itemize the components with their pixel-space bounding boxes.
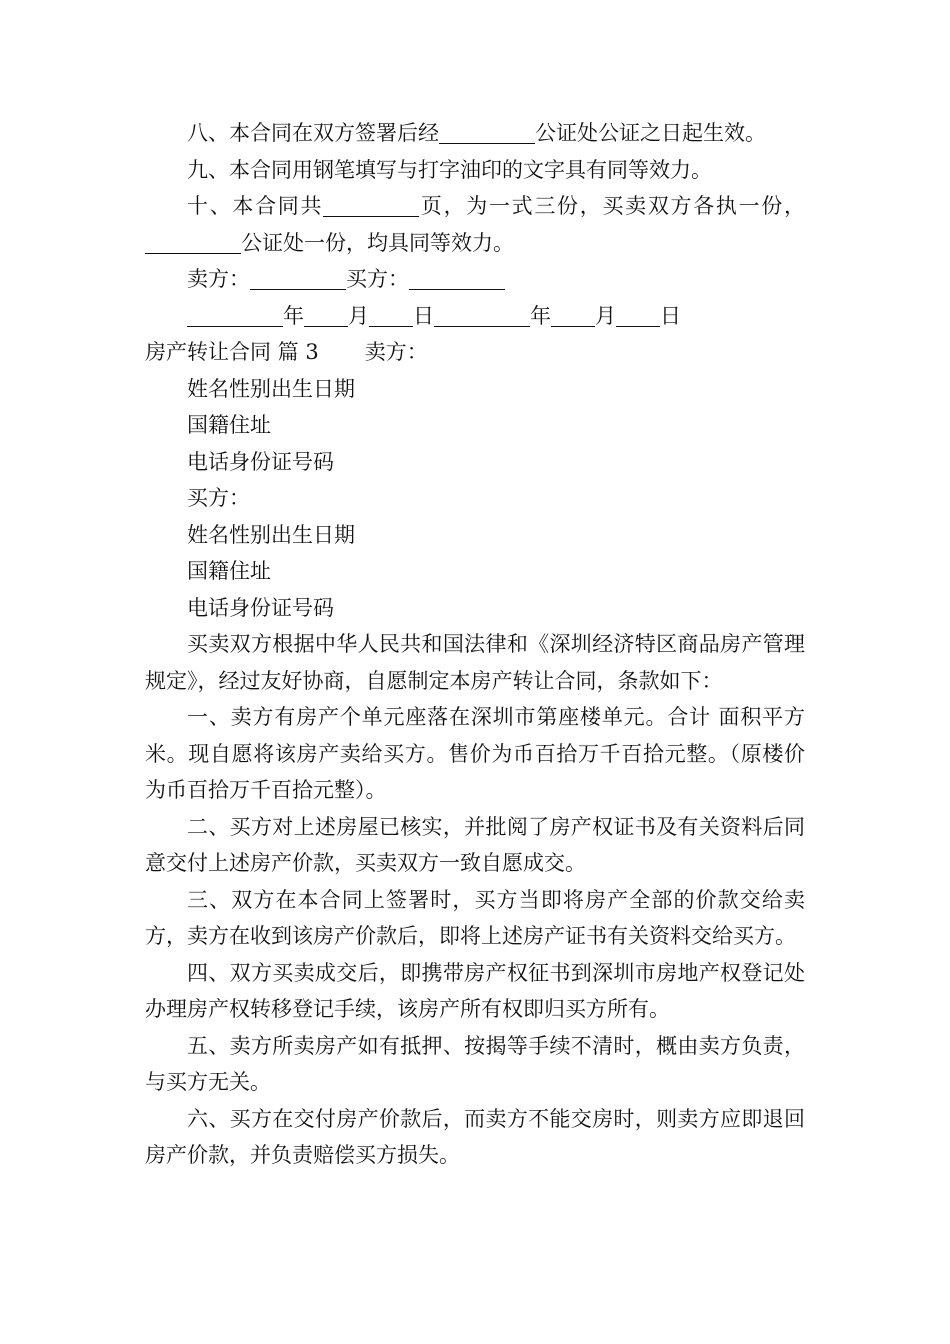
clause-10-text-a: 十、本合同共	[187, 194, 324, 218]
notary-blank[interactable]	[439, 119, 535, 144]
term-4: 四、双方买卖成交后，即携带房产权征书到深圳市房地产权登记处办理房产权转移登记手续，该房产所有权即归买方所有。	[145, 960, 805, 1021]
clause-10	[145, 188, 805, 261]
buyer-label: 买方：	[187, 486, 250, 510]
seller-day-blank[interactable]	[369, 302, 413, 327]
preamble: 买卖双方根据中华人民共和国法律和《深圳经济特区商品房产管理规定》，经过友好协商，自愿制定本房产转让合同，条款如下：	[145, 632, 805, 693]
seller-field-address: 国籍住址	[187, 413, 271, 437]
buyer-month-blank[interactable]	[551, 302, 595, 327]
seller-field-name: 姓名性别出生日期	[187, 376, 355, 401]
buyer-signature-label: 买方：	[346, 267, 409, 291]
month-label-2: 月	[595, 303, 616, 328]
signature-line	[145, 261, 805, 298]
buyer-year-blank[interactable]	[434, 302, 530, 327]
seller-year-blank[interactable]	[187, 302, 283, 327]
day-label-2: 日	[660, 303, 681, 328]
notary-office-blank[interactable]	[145, 229, 241, 254]
term-2: 二、买方对上述房屋已核实，并批阅了房产权证书及有关资料后同意交付上述房产价款，买卖双方一致自愿成交。	[145, 814, 805, 875]
year-label: 年	[283, 303, 304, 328]
section-3-title: 房产转让合同 篇 3	[145, 340, 319, 364]
buyer-field-address: 国籍住址	[187, 559, 271, 583]
seller-field-phone: 电话身份证号码	[187, 449, 334, 474]
month-label: 月	[348, 303, 369, 328]
page-count-blank[interactable]	[323, 192, 419, 217]
buyer-field-name: 姓名性别出生日期	[187, 522, 355, 547]
section-3-seller-label: 卖方：	[364, 340, 428, 364]
clause-8-text-a: 八、本合同在双方签署后经	[187, 121, 439, 145]
term-3: 三、双方在本合同上签署时，买方当即将房产全部的价款交给卖方，卖方在收到该房产价款后，即将上述房产证书有关资料交给买方。	[145, 887, 805, 948]
section-3-heading	[145, 334, 805, 371]
day-label: 日	[413, 303, 434, 328]
clause-8	[145, 115, 805, 152]
buyer-day-blank[interactable]	[616, 302, 660, 327]
buyer-field-phone: 电话身份证号码	[187, 595, 334, 620]
clause-9: 九、本合同用钢笔填写与打字油印的文字具有同等效力。	[187, 157, 712, 182]
clause-10-text-c: 公证处一份，均具同等效力。	[241, 230, 514, 255]
year-label-2: 年	[530, 303, 551, 328]
seller-month-blank[interactable]	[304, 302, 348, 327]
term-5: 五、卖方所卖房产如有抵押、按揭等手续不清时，概由卖方负责，与买方无关。	[145, 1033, 805, 1094]
term-6: 六、买方在交付房产价款后，而卖方不能交房时，则卖方应即退回房产价款，并负责赔偿买方损失。	[145, 1106, 805, 1167]
date-line	[145, 298, 805, 335]
term-1: 一、卖方有房产个单元座落在深圳市第座楼单元。合计 面积平方米。现自愿将该房产卖给买方。售价为币百拾万千百拾元整。（原楼价为币百拾万千百拾元整）。	[145, 705, 805, 802]
clause-10-text-b: 页，为一式三份，买卖双方各执一份，	[419, 194, 806, 218]
seller-signature-blank[interactable]	[250, 265, 346, 290]
seller-signature-label: 卖方：	[187, 267, 250, 291]
clause-8-text-b: 公证处公证之日起生效。	[535, 121, 766, 145]
buyer-signature-blank[interactable]	[409, 265, 505, 290]
